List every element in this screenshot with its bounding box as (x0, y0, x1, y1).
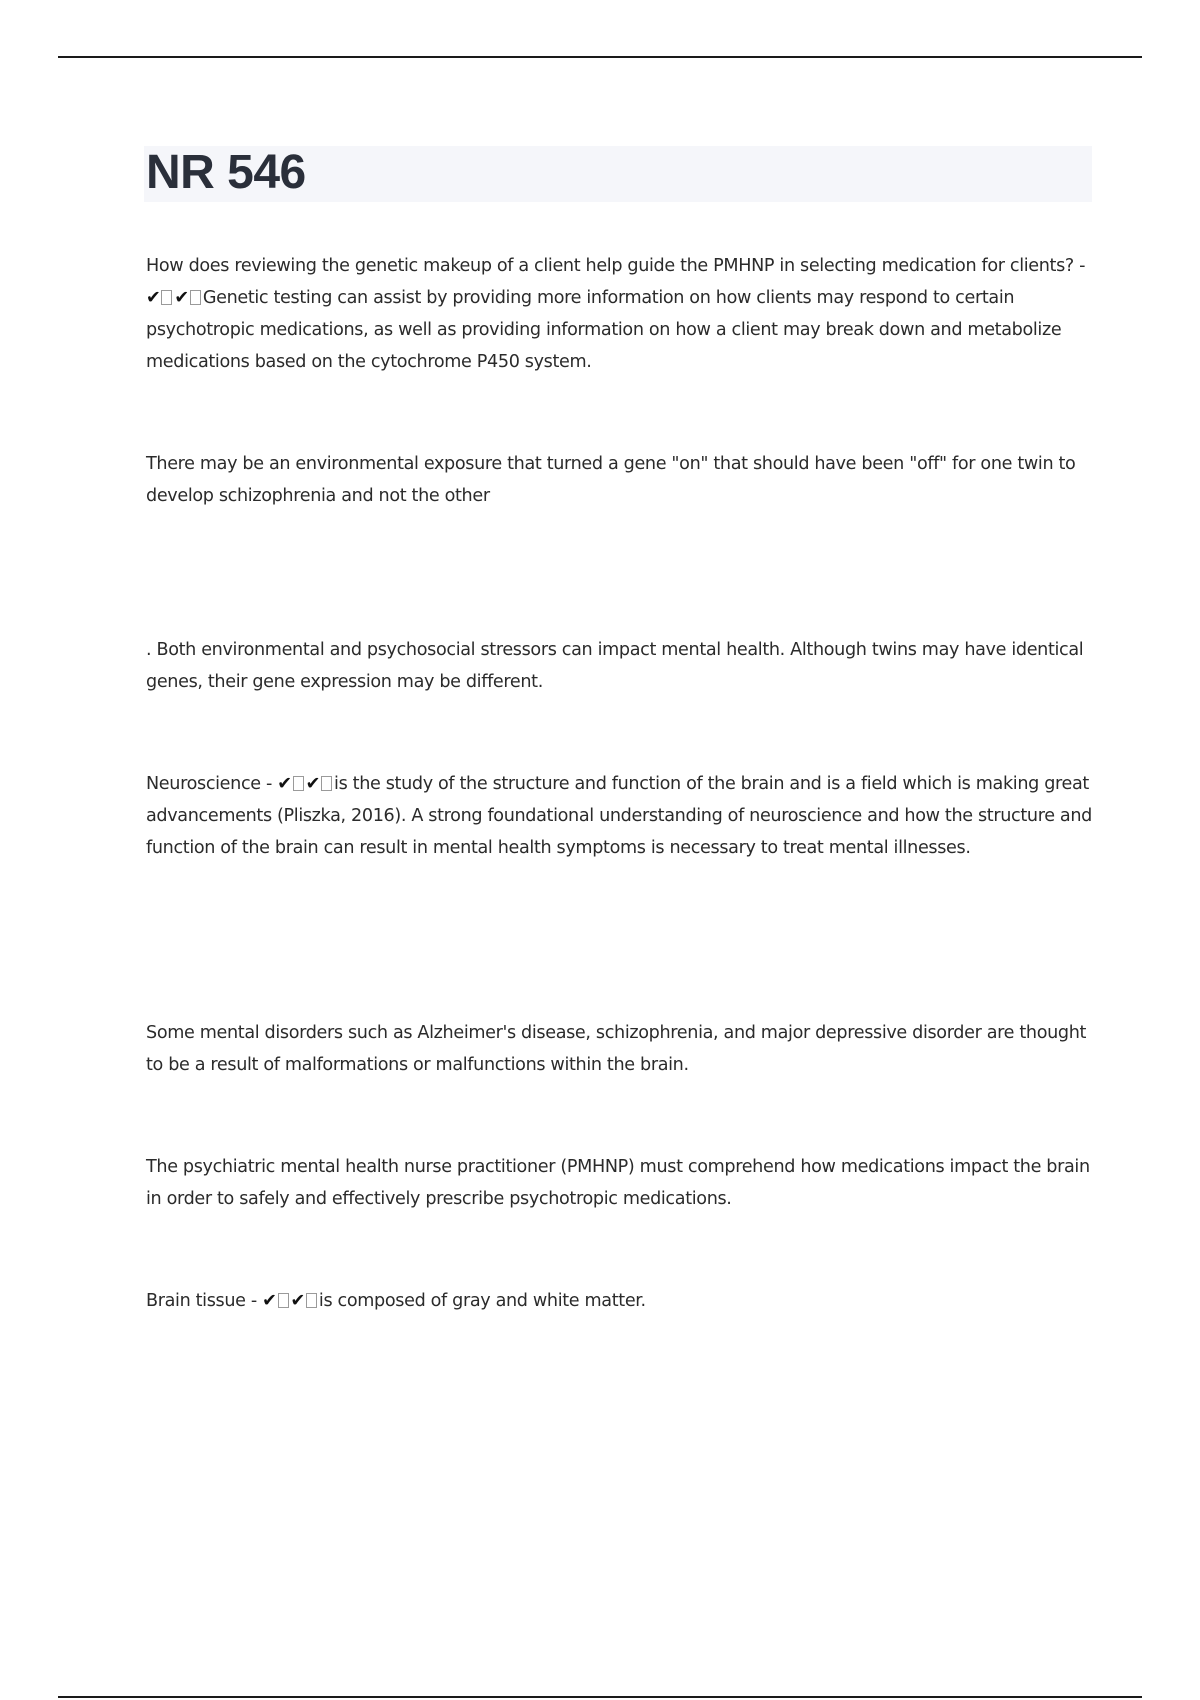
checkmark-icon: ✔ (262, 1291, 277, 1311)
checkmark-icon: ✔ (174, 288, 189, 308)
missing-glyph-icon (321, 776, 332, 791)
text-paragraph: . Both environmental and psychosocial stressors can impact mental health. Although twins may have identical genes, their gene expression may be different. (146, 640, 1084, 692)
qa-paragraph (146, 1285, 1092, 1317)
qa-paragraph (146, 250, 1092, 378)
question-term: How does reviewing the genetic makeup of a client help guide the PMHNP in selecting medication for clients? (146, 256, 1074, 276)
question-term: Brain tissue (146, 1291, 246, 1311)
text-paragraph: There may be an environmental exposure that turned a gene "on" that should have been "off" for one twin to develop schizophrenia and not the other (146, 454, 1076, 506)
checkmark-icon: ✔ (146, 288, 161, 308)
text-paragraph: The psychiatric mental health nurse practitioner (PMHNP) must comprehend how medications impact the brain in order to safely and effectively prescribe psychotropic medications. (146, 1157, 1090, 1209)
separator: - (260, 774, 278, 794)
separator: - (245, 1291, 263, 1311)
question-term: Neuroscience (146, 774, 261, 794)
answer-text: is composed of gray and white matter. (318, 1291, 646, 1311)
footer-rule (58, 1696, 1142, 1698)
header-rule (58, 56, 1142, 58)
answer-text: is the study of the structure and function of the brain and is a field which is making great advancements (Pliszka, 2016). A strong foundational understanding of neuroscience and how the structure and function of the brain can result in mental health symptoms is necessary to treat mental illnesses. (146, 774, 1092, 858)
missing-glyph-icon (190, 290, 201, 305)
missing-glyph-icon (161, 290, 172, 305)
document-title: NR 546 (146, 146, 306, 199)
separator: - (1073, 256, 1086, 276)
missing-glyph-icon (306, 1293, 317, 1308)
checkmark-icon: ✔ (277, 774, 292, 794)
missing-glyph-icon (278, 1293, 289, 1308)
qa-paragraph (146, 768, 1092, 864)
text-paragraph: Some mental disorders such as Alzheimer's disease, schizophrenia, and major depressive disorder are thought to be a result of malformations or malfunctions within the brain. (146, 1023, 1087, 1075)
checkmark-icon: ✔ (290, 1291, 305, 1311)
answer-text: Genetic testing can assist by providing more information on how clients may respond to certain psychotropic medications, as well as providing information on how a client may break down and metabolize medications based on the cytochrome P450 system. (146, 288, 1062, 372)
checkmark-icon: ✔ (305, 774, 321, 794)
missing-glyph-icon (293, 776, 304, 791)
